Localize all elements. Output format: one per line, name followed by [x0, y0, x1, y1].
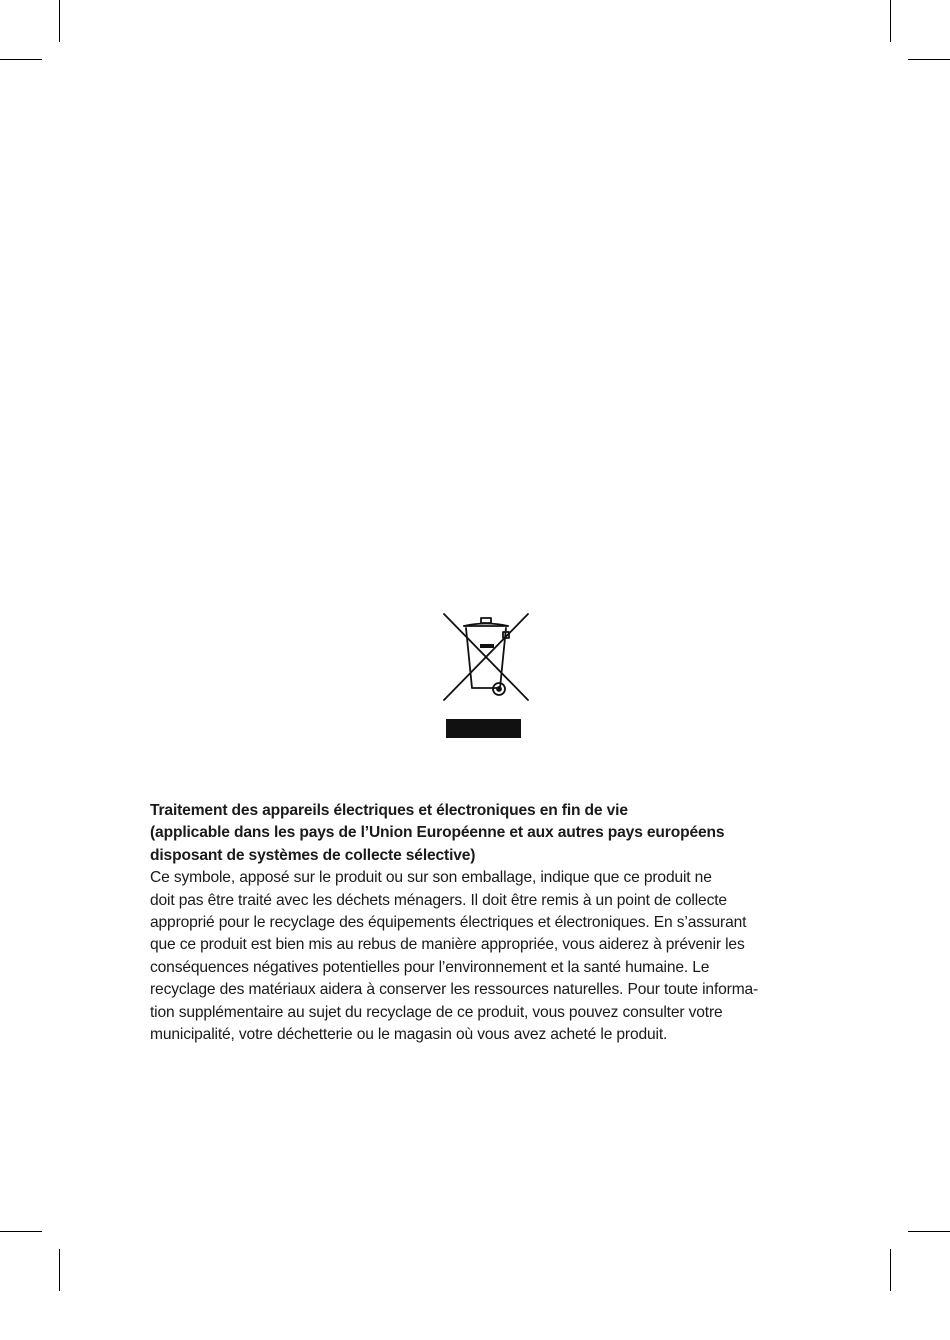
- notice-heading-line: Traitement des appareils électriques et électroniques en fin de vie: [150, 802, 628, 819]
- notice-body-line: municipalité, votre déchetterie ou le magasin où vous avez acheté le produit.: [150, 1026, 668, 1044]
- notice-heading-line: disposant de systèmes de collecte sélective): [150, 846, 476, 864]
- notice-body-line: doit pas être traité avec les déchets ménagers. Il doit être remis à un point de collecte: [150, 891, 727, 909]
- crop-mark-top-right-vertical: [890, 0, 891, 42]
- solid-bar-marker: [446, 719, 521, 738]
- notice-heading: [150, 800, 830, 867]
- crop-mark-bottom-right-horizontal: [908, 1231, 950, 1232]
- notice-body-line: Ce symbole, apposé sur le produit ou sur son emballage, indique que ce produit ne: [150, 869, 712, 887]
- crop-mark-top-left-horizontal: [0, 59, 42, 60]
- notice-body: [150, 867, 830, 1046]
- crop-mark-bottom-left-vertical: [59, 1249, 60, 1291]
- crop-mark-top-left-vertical: [59, 0, 60, 42]
- notice-body-line: approprié pour le recyclage des équipements électriques et électroniques. En s’assurant: [150, 914, 747, 932]
- crop-mark-bottom-left-horizontal: [0, 1231, 42, 1232]
- weee-notice: [150, 800, 830, 1046]
- crossed-out-wheeled-bin-icon: [442, 612, 530, 704]
- notice-body-line: que ce produit est bien mis au rebus de manière appropriée, vous aiderez à prévenir les: [150, 936, 745, 954]
- crop-mark-bottom-right-vertical: [890, 1249, 891, 1291]
- notice-body-line: conséquences négatives potentielles pour l’environnement et la santé humaine. Le: [150, 958, 710, 976]
- crop-mark-top-right-horizontal: [908, 59, 950, 60]
- notice-body-line: tion supplémentaire au sujet du recyclage de ce produit, vous pouvez consulter votre: [150, 1003, 723, 1021]
- notice-heading-line: (applicable dans les pays de l’Union Européenne et aux autres pays européens: [150, 824, 725, 842]
- notice-body-line: recyclage des matériaux aidera à conserver les ressources naturelles. Pour toute informa-: [150, 981, 759, 999]
